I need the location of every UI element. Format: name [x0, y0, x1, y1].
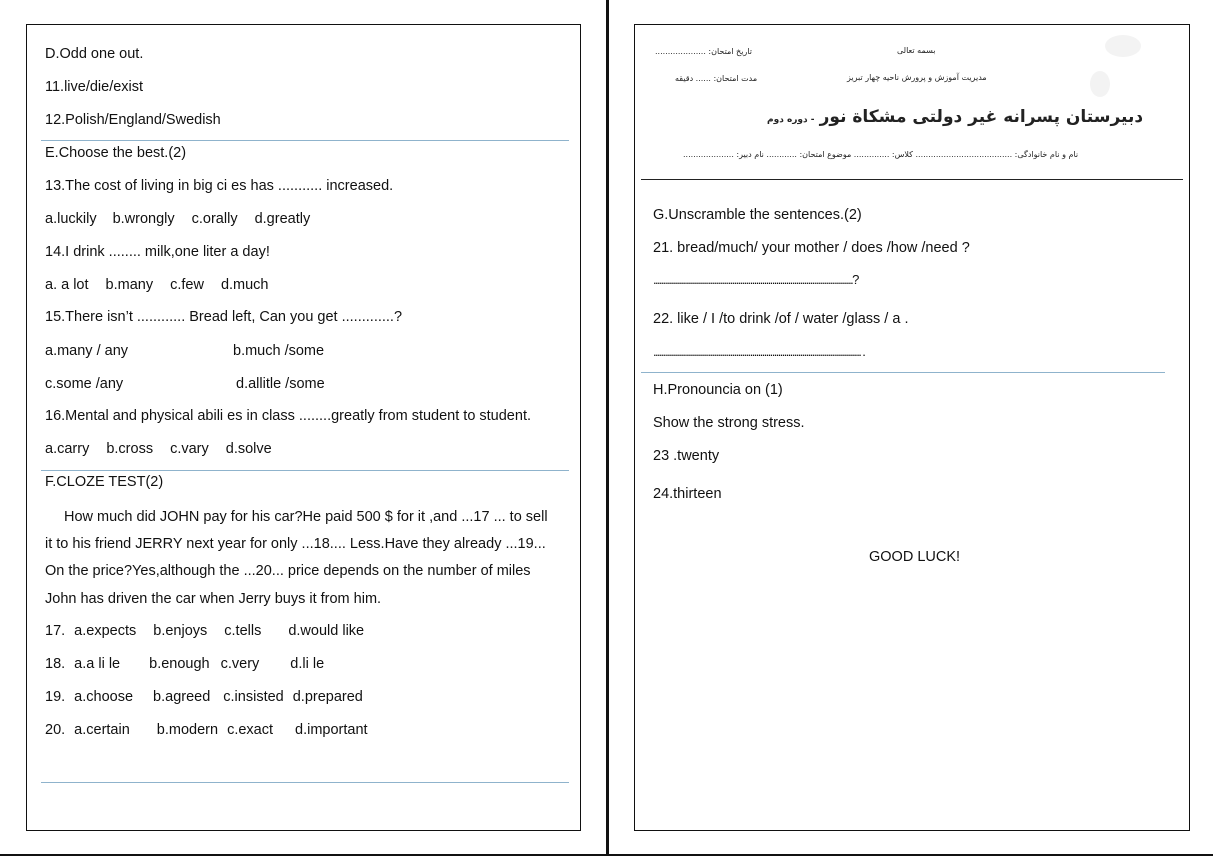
question-24: 24.thirteen: [653, 486, 722, 502]
option: d.prepared: [292, 689, 363, 705]
header-divider: [641, 179, 1183, 180]
student-info-fields: نام و نام خانوادگی: ...................................... کلاس: .............. موضوع امتحان: ............ نام دبیر: ....................: [683, 150, 1079, 159]
option: c.orally: [191, 211, 238, 227]
cloze-line: On the price?Yes,although the ...20... price depends on the number of miles: [45, 563, 531, 579]
question-11: 11.live/die/exist: [45, 79, 144, 95]
school-title: [767, 107, 1143, 127]
option: b.wrongly: [112, 211, 175, 227]
option: d.li le: [290, 656, 325, 672]
bismillah: بسمه تعالی: [897, 46, 936, 55]
option: d.solve: [225, 441, 272, 457]
question-13-options: [45, 210, 310, 228]
school-name: دبیرستان پسرانه غیر دولتی مشکاة نور: [819, 107, 1144, 127]
question-number: 18.: [45, 656, 66, 672]
answer-line-21[interactable]: ...................................................................................................?: [653, 272, 858, 287]
answer-line-22[interactable]: ....................................................................................................... .: [653, 344, 865, 359]
question-13: 13.The cost of living in big ci es has ........... increased.: [45, 178, 394, 194]
section-h-heading: H.Pronouncia on (1): [653, 382, 783, 398]
cloze-line: it to his friend JERRY next year for only ...18.... Less.Have they already ...19...: [45, 536, 546, 552]
question-number: 19.: [45, 689, 66, 705]
question-16: 16.Mental and physical abili es in class ........greatly from student to student.: [45, 408, 531, 424]
section-divider: [41, 782, 569, 783]
option: b.modern: [156, 722, 219, 738]
section-e-heading: E.Choose the best.(2): [45, 145, 187, 161]
good-luck-message: GOOD LUCK!: [869, 549, 961, 565]
option: d.important: [295, 722, 368, 738]
left-exam-sheet: [26, 24, 581, 831]
question-number: 17.: [45, 623, 66, 639]
question-19: [45, 688, 363, 706]
option: c.exact: [227, 722, 273, 738]
option: c.some /any: [45, 376, 124, 392]
question-22: 22. like / I /to drink /of / water /glass / a .: [653, 311, 909, 327]
option: a.luckily: [45, 211, 97, 227]
question-21: 21. bread/much/ your mother / does /how /need ?: [653, 240, 970, 256]
question-14: 14.I drink ........ milk,one liter a day!: [45, 244, 270, 260]
exam-date-field: تاریخ امتحان: ....................: [655, 47, 752, 56]
option: a.many / any: [45, 343, 129, 359]
option: a.a li le: [74, 656, 121, 672]
option: a.certain: [74, 722, 130, 738]
section-divider: [641, 372, 1165, 373]
question-14-options: [45, 276, 269, 294]
logo-watermark: [1090, 71, 1110, 97]
question-16-options: [45, 440, 272, 458]
option: c.few: [170, 277, 204, 293]
education-department: مدیریت آموزش و پرورش ناحیه چهار تبریز: [847, 73, 987, 82]
option: d.allitle /some: [236, 376, 325, 392]
section-divider: [41, 140, 569, 141]
option: d.would like: [288, 623, 365, 639]
option: b.much /some: [233, 343, 325, 359]
section-g-heading: G.Unscramble the sentences.(2): [653, 207, 862, 223]
option: b.cross: [106, 441, 154, 457]
section-f-heading: F.CLOZE TEST(2): [45, 474, 164, 490]
option: b.agreed: [153, 689, 211, 705]
question-23: 23 .twenty: [653, 448, 720, 464]
option: c.vary: [170, 441, 209, 457]
question-number: 20.: [45, 722, 66, 738]
option: a.expects: [74, 623, 137, 639]
logo-watermark: [1105, 35, 1141, 57]
section-divider: [41, 470, 569, 471]
option: d.much: [220, 277, 269, 293]
option: a.carry: [45, 441, 90, 457]
section-d-heading: D.Odd one out.: [45, 46, 144, 62]
cloze-line: How much did JOHN pay for his car?He paid 500 $ for it ,and ...17 ... to sell: [64, 509, 548, 525]
school-period: - دوره دوم: [767, 115, 815, 125]
stress-instruction: Show the strong stress.: [653, 415, 805, 431]
option: b.enjoys: [153, 623, 208, 639]
question-20: [45, 721, 368, 739]
option: a.choose: [74, 689, 134, 705]
option: b.enough: [149, 656, 210, 672]
option: d.greatly: [254, 211, 311, 227]
question-15: 15.There isn’t ............ Bread left, Can you get .............?: [45, 309, 403, 325]
question-18: [45, 655, 324, 673]
option: c.insisted: [223, 689, 284, 705]
option: a. a lot: [45, 277, 89, 293]
question-17: [45, 622, 364, 640]
option: c.tells: [224, 623, 262, 639]
option: c.very: [220, 656, 260, 672]
option: b.many: [105, 277, 154, 293]
exam-duration-field: مدت امتحان: ...... دقیقه: [675, 74, 758, 83]
question-12: 12.Polish/England/Swedish: [45, 112, 221, 128]
cloze-line: John has driven the car when Jerry buys it from him.: [45, 591, 382, 607]
right-exam-sheet: [634, 24, 1190, 831]
